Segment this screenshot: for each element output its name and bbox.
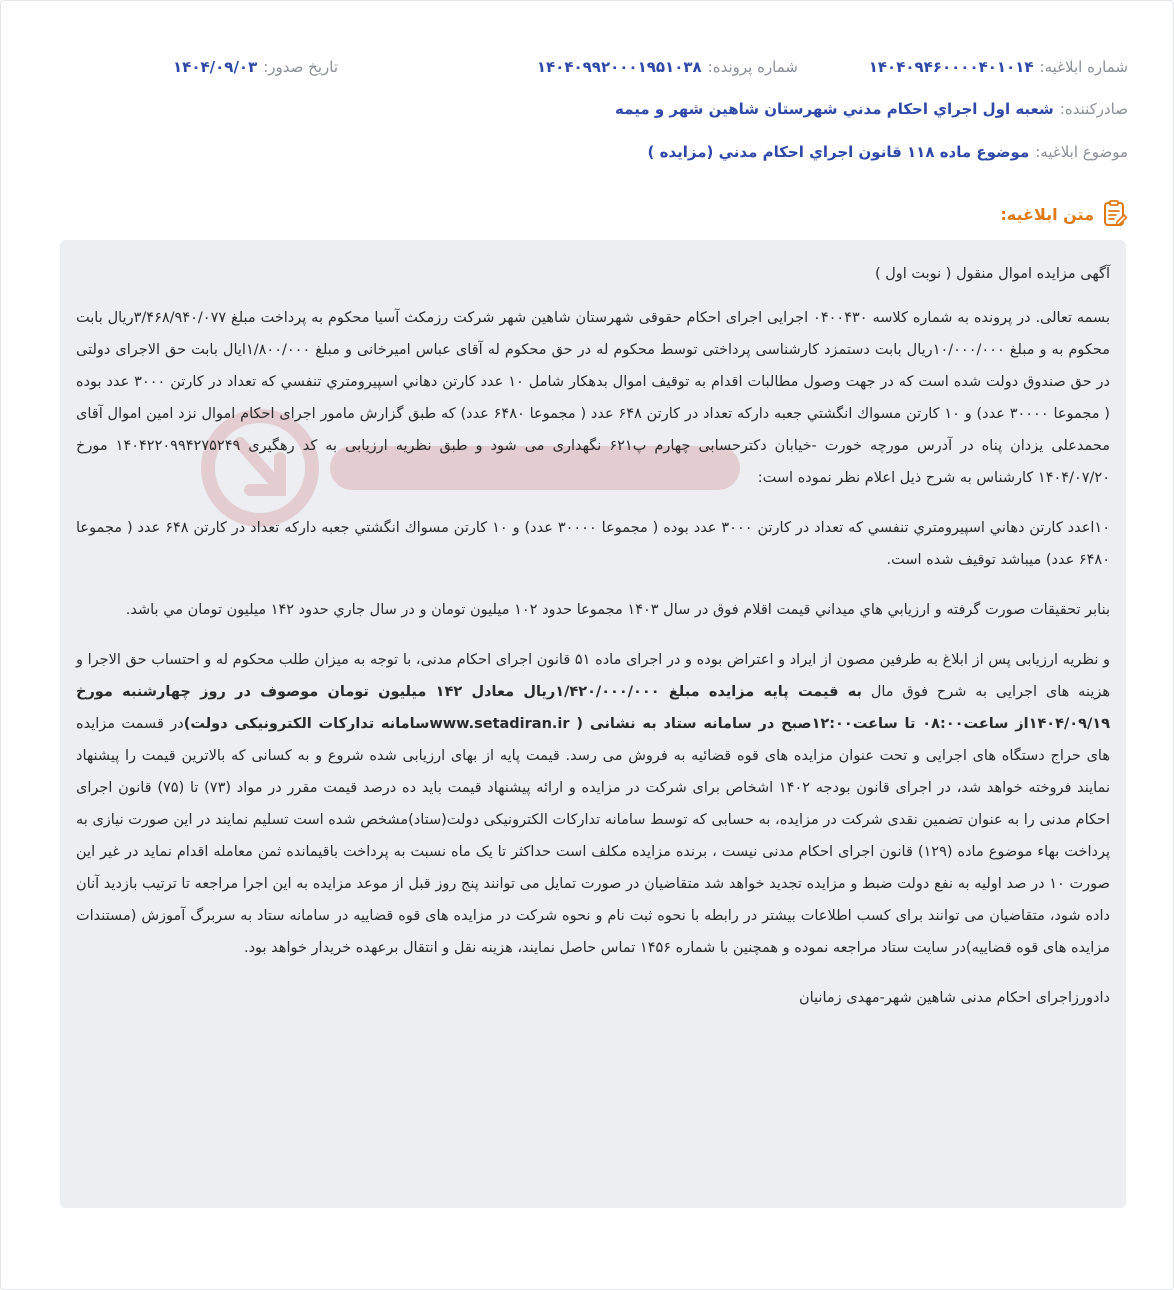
auction-base-price-and-date: به قیمت پایه مزایده مبلغ ۱/۴۲۰/۰۰۰/۰۰۰ریال معادل ۱۴۲ میلیون تومان موصوف در روز چهارشنبه مورخ ۱۴۰۴/۰۹/۱۹از ساعت۰۸:۰۰ تا ساعت۱۲:۰۰صبح در سامانه ستاد به نشانی ( www.setadiran.irسامانه تدارکات الکترونیکی دولت)	[76, 684, 1110, 732]
case-number-label: شماره پرونده:	[707, 58, 798, 76]
subject-row	[46, 143, 1128, 161]
auction-terms-details: در قسمت مزایده های حراج دستگاه های اجرایی و تحت عنوان مزایده های قوه قضائیه به فروش می رسد. قیمت پایه از بهای ارزیابی شده شروع و به کسانی که بالاترین قیمت را پیشنهاد نمایند فروخته خواهد شد، در اجرای قانون بودجه ۱۴۰۲ اشخاص برای شرکت در مزایده و ارائه پیشنهاد قیمت باید ده درصد قیمت مقرر در مواد (۷۳) تا (۷۵) قانون اجرای احکام مدنی را به عنوان تضمین نقدی شرکت در مزایده، به حسابی که توسط سامانه تدارکات الکترونیکی دولت(ستاد)مشخص شده است تسلیم نمایند در این صورت نیازی به پرداخت بهاء موضوع ماده (۱۲۹) قانون اجرای احکام مدنی نیست ، برنده مزایده مکلف است حداکثر تا یک ماه نسبت به پرداخت باقیمانده ثمن معامله اقدام نماید در غیر این صورت ۱۰ در صد اولیه به نفع دولت ضبط و مزایده تجدید خواهد شد متقاضیان در صورت تمایل می توانند پنج روز قبل از موعد مزایده به این اجرا مراجعه تا ترتیب بازدید آنان داده شود، متقاضیان می توانند برای کسب اطلاعات بیشتر در رابطه با نحوه ثبت نام و نحوه شرکت در مزایده های قوه قضاییه در سامانه ستاد به سربرگ آموزش (مستندات مزایده های قوه قضاییه)در سایت ستاد مراجعه نموده و همچنین با شماره ۱۴۵۶ تماس حاصل نمایند، هزینه نقل و انتقال برعهده خریدار خواهد بود.	[76, 716, 1110, 956]
issue-date-label: تاریخ صدور:	[263, 58, 338, 76]
issuer-row	[46, 100, 1128, 118]
signature: دادورزاجرای احکام مدنی شاهین شهر-مهدی زمانیان	[798, 990, 1110, 1006]
subject-value: موضوع ماده ۱۱۸ قانون اجراي احکام مدني (مزايده )	[647, 143, 1030, 161]
issue-date	[173, 58, 338, 76]
issue-date-value: ۱۴۰۴/۰۹/۰۳	[173, 58, 258, 76]
paragraph-valuation: بنابر تحقيقات صورت گرفته و ارزيابي هاي ميداني قيمت اقلام فوق در سال ۱۴۰۳ مجموعا حدود ۱۰۲ ميليون تومان و در سال جاري حدود ۱۴۲ ميليون تومان مي باشد.	[125, 602, 1110, 618]
notice-number	[798, 58, 1128, 76]
paragraph-seized-items: ۱۰اعدد کارتن دهاني اسپيرومتري تنفسي که تعداد در کارتن ۳۰۰۰ عدد بوده ( مجموعا ۳۰۰۰۰ عدد) و ۱۰ کارتن مسواك انگشتي جعبه دارکه تعداد در کارتن ۶۴۸ عدد ( مجموعا ۶۴۸۰ عدد) میباشد توقیف شده است.	[76, 520, 1110, 568]
paragraph-case-details: بسمه تعالی. در پرونده به شماره کلاسه ۰۴۰۰۴۳۰ اجرایی اجرای احکام حقوقی شهرستان شاهین شهر شرکت رزمکث آسیا محکوم به پرداخت مبلغ ۳/۴۶۸/۹۴۰/۰۷۷ریال بابت محکوم به و مبلغ ۱۰/۰۰۰/۰۰۰ریال بابت دستمزد کارشناسی پرداختی توسط محکوم له در حق محکوم له آقای عباس امیرخانی و مبلغ ۱/۸۰۰/۰۰۰ایال بابت حق الاجرای دولتی در حق صندوق دولت شده است که در جهت وصول مطالبات اقدام به توقیف اموال بدهکار شامل ۱۰ عدد کارتن دهاني اسپيرومتري تنفسي که تعداد در کارتن ۳۰۰۰ عدد بوده ( مجموعا ۳۰۰۰۰ عدد) و ۱۰ کارتن مسواك انگشتي جعبه دارکه تعداد در کارتن ۶۴۸ عدد ( مجموعا ۶۴۸۰ عدد) که طبق گزارش مامور اجرای احکام اموال نزد امین اموال آقای محمدعلی یزدان پناه در آدرس مورچه خورت -خیابان دکترحسابی چهارم پ۶۲۱ نگهداری می شود و طبق نظریه ارزیابی به کد رهگیری ۱۴۰۴۲۲۰۹۹۴۲۷۵۲۴۹ مورخ ۱۴۰۴/۰۷/۲۰ کارشناس به شرح ذیل اعلام نظر نموده است:	[76, 310, 1111, 486]
notice-meta-row	[46, 58, 1128, 76]
notice-text-heading	[1000, 200, 1128, 228]
issuer-value: شعبه اول اجراي احکام مدني شهرستان شاهين شهر و ميمه	[615, 100, 1054, 118]
case-number-value: ۱۴۰۴۰۹۹۲۰۰۰۱۹۵۱۰۳۸	[536, 58, 702, 76]
issuer-label: صادرکننده:	[1059, 100, 1128, 118]
notice-number-value: ۱۴۰۴۰۹۴۶۰۰۰۰۴۰۱۰۱۴	[868, 58, 1034, 76]
document-icon	[1102, 200, 1128, 228]
paragraph-auction-terms	[76, 644, 1110, 964]
notice-body-panel	[60, 240, 1126, 1208]
notice-body	[76, 258, 1110, 1032]
notice-heading: آگهی مزایده اموال منقول ( نوبت اول )	[874, 266, 1110, 282]
case-number	[338, 58, 798, 76]
subject-label: موضوع ابلاغیه:	[1035, 143, 1128, 161]
notice-number-label: شماره ابلاغیه:	[1039, 58, 1128, 76]
auction-terms-intro: و نظریه ارزیابی پس از ابلاغ به طرفین مصون از ایراد و اعتراض بوده و در اجرای ماده ۵۱ قانون اجرای احکام مدنی، با توجه به میزان طلب محکوم له و احتساب حق الاجرا و هزینه های اجرایی به شرح فوق مال	[76, 652, 1110, 700]
notice-text-title: متن ابلاغیه:	[1000, 204, 1094, 224]
